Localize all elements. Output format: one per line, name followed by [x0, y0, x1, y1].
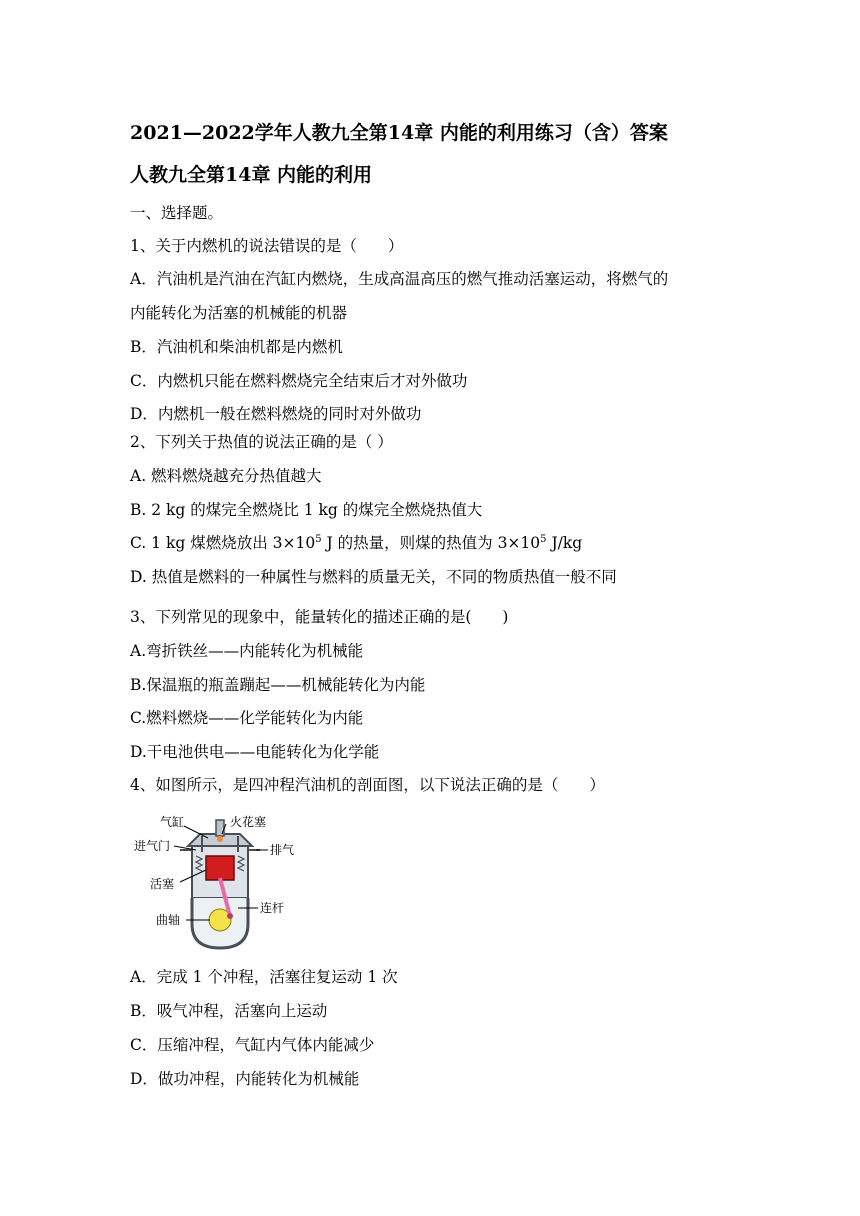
question-1-option-a-cont: 内能转化为活塞的机械能的机器	[130, 304, 348, 322]
crank-pin	[227, 913, 233, 919]
q2c-exponent-2: 5	[540, 533, 547, 545]
label-rod: 连杆	[260, 901, 285, 915]
question-4-option-a: A．完成 1 个冲程，活塞往复运动 1 次	[130, 968, 398, 986]
question-1-option-b: B．汽油机和柴油机都是内燃机	[130, 338, 343, 356]
question-1-option-d: D．内燃机一般在燃料燃烧的同时对外做功	[130, 405, 422, 423]
question-4-stem: 4、如图所示，是四冲程汽油机的剖面图，以下说法正确的是（ ）	[130, 776, 605, 794]
q2c-text-3: J/kg	[546, 534, 583, 552]
label-crankshaft: 曲轴	[156, 913, 181, 927]
label-exhaust: 排气	[270, 843, 295, 857]
spark-plug	[216, 820, 224, 836]
question-3-stem: 3、下列常见的现象中，能量转化的描述正确的是( )	[130, 608, 509, 626]
question-2-option-a: A. 燃料燃烧越充分热值越大	[130, 467, 322, 485]
leader-cylinder	[184, 826, 208, 838]
q2c-text-1: C. 1 kg 煤燃烧放出 3×10	[130, 534, 316, 552]
question-2-option-d: D. 热值是燃料的一种属性与燃料的质量无关，不同的物质热值一般不同	[130, 568, 617, 586]
label-cylinder: 气缸	[160, 815, 185, 829]
question-1-stem: 1、关于内燃机的说法错误的是（ ）	[130, 237, 404, 255]
engine-cross-section-figure	[130, 812, 300, 954]
question-4-option-c: C．压缩冲程，气缸内气体内能减少	[130, 1036, 375, 1054]
section-heading: 一、选择题。	[130, 204, 224, 222]
question-2-option-b: B. 2 kg 的煤完全燃烧比 1 kg 的煤完全燃烧热值大	[130, 501, 483, 519]
question-3-option-a: A.弯折铁丝——内能转化为机械能	[130, 642, 364, 660]
piston	[206, 856, 234, 880]
document-title: 2021—2022学年人教九全第14章 内能的利用练习（含）答案	[130, 122, 668, 144]
question-2-option-c	[130, 533, 582, 553]
question-2-stem: 2、下列关于热值的说法正确的是（ ）	[130, 433, 393, 451]
label-spark-plug: 火花塞	[230, 815, 267, 829]
question-4-option-d: D．做功冲程，内能转化为机械能	[130, 1070, 360, 1088]
label-intake: 进气门	[134, 839, 171, 853]
question-3-option-c: C.燃料燃烧——化学能转化为内能	[130, 709, 364, 727]
question-3-option-b: B.保温瓶的瓶盖蹦起——机械能转化为内能	[130, 676, 426, 694]
question-3-option-d: D.干电池供电——电能转化为化学能	[130, 743, 380, 761]
question-1-option-c: C．内燃机只能在燃料燃烧完全结束后才对外做功	[130, 372, 468, 390]
q2c-text-2: J 的热量，则煤的热值为 3×10	[321, 534, 541, 552]
spark	[217, 836, 223, 842]
label-piston: 活塞	[150, 877, 175, 891]
chapter-title: 人教九全第14章 内能的利用	[130, 164, 373, 186]
question-1-option-a: A．汽油机是汽油在汽缸内燃烧，生成高温高压的燃气推动活塞运动，将燃气的	[130, 270, 669, 288]
q2c-exponent-1: 5	[315, 533, 322, 545]
question-4-option-b: B．吸气冲程，活塞向上运动	[130, 1002, 328, 1020]
